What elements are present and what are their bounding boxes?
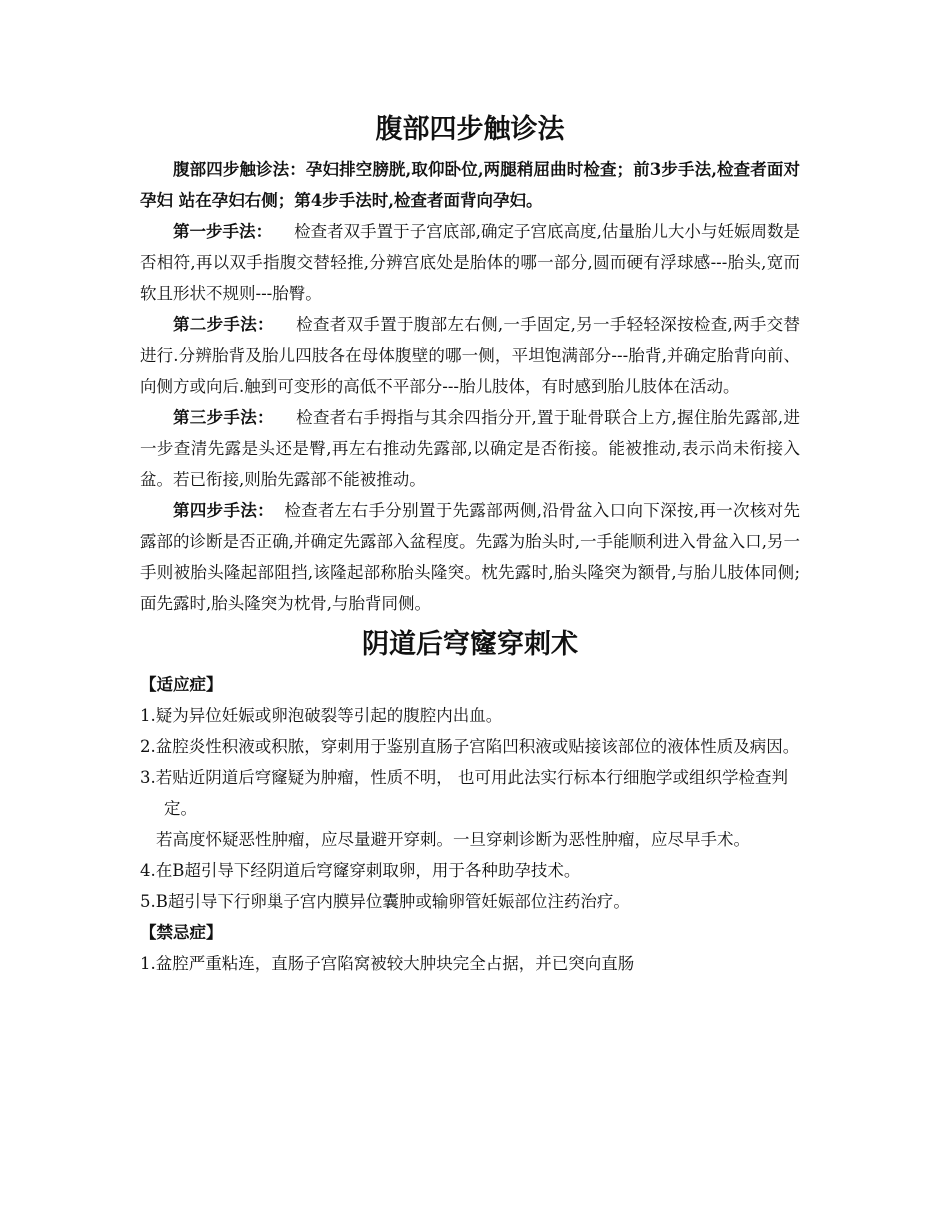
- step-1-label: 第一步手法：: [173, 222, 273, 241]
- indication-item-4: 4.在B超引导下经阴道后穹窿穿刺取卵，用于各种助孕技术。: [140, 861, 581, 880]
- indication-item-3: 3.若贴近阴道后穹窿疑为肿瘤，性质不明， 也可用此法实行标本行细胞学或组织学检查判定。: [140, 768, 788, 818]
- step-2-text: 检查者双手置于腹部左右侧,一手固定,另一手轻轻深按检查,两手交替进行.分辨胎背及胎儿四肢各在母体腹壁的哪一侧，平坦饱满部分---胎背,并确定胎背向前、向侧方或向后.触到可变形的高低不平部分---胎儿肢体，有时感到胎儿肢体在活动。: [140, 315, 800, 396]
- step-4-text: 检查者左右手分别置于先露部两侧,沿骨盆入口向下深按,再一次核对先露部的诊断是否正确,并确定先露部入盆程度。先露为胎头时,一手能顺利进入骨盆入口,另一手则被胎头隆起部阻挡,该隆起部称胎头隆突。枕先露时,胎头隆突为额骨,与胎儿肢体同侧;面先露时,胎头隆突为枕骨,与胎背同侧。: [140, 501, 801, 613]
- contraindications-heading: 【禁忌症】: [140, 923, 223, 942]
- step-4-paragraph: [140, 495, 800, 619]
- section-title-culdocentesis: 阴道后穹窿穿刺术: [362, 629, 578, 660]
- step-2-paragraph: [140, 309, 800, 402]
- document-page: [140, 110, 800, 979]
- step-2-label: 第二步手法：: [173, 315, 274, 334]
- step-1-paragraph: [140, 216, 800, 309]
- contraindication-item-1: 1.盆腔严重粘连，直肠子宫陷窝被较大肿块完全占据，并已突向直肠: [140, 954, 635, 973]
- indication-item-5: 5.B超引导下行卵巢子宫内膜异位囊肿或输卵管妊娠部位注药治疗。: [140, 892, 630, 911]
- step-4-label: 第四步手法：: [173, 501, 274, 520]
- step-3-label: 第三步手法：: [173, 408, 274, 427]
- step-1-text: 检查者双手置于子宫底部,确定子宫底高度,估量胎儿大小与妊娠周数是否相符,再以双手指腹交替轻推,分辨宫底处是胎体的哪一部分,圆而硬有浮球感---胎头,宽而软且形状不规则---胎臀。: [140, 222, 801, 303]
- indications-heading: 【适应症】: [140, 675, 223, 694]
- step-3-paragraph: [140, 402, 800, 495]
- indication-item-2: 2.盆腔炎性积液或积脓，穿刺用于鉴别直肠子宫陷凹积液或贴接该部位的液体性质及病因。: [140, 737, 800, 756]
- indication-note: 若高度怀疑恶性肿瘤，应尽量避开穿刺。一旦穿刺诊断为恶性肿瘤，应尽早手术。: [156, 830, 750, 849]
- section-title-abdominal-palpation: 腹部四步触诊法: [375, 114, 565, 145]
- step-3-text: 检查者右手拇指与其余四指分开,置于耻骨联合上方,握住胎先露部,进一步查清先露是头还是臀,再左右推动先露部,以确定是否衔接。能被推动,表示尚未衔接入盆。若已衔接,则胎先露部不能被推动。: [140, 408, 800, 489]
- indication-item-1: 1.疑为异位妊娠或卵泡破裂等引起的腹腔内出血。: [140, 706, 503, 725]
- intro-paragraph: 腹部四步触诊法：孕妇排空膀胱,取仰卧位,两腿稍屈曲时检查；前3步手法,检查者面对孕妇 站在孕妇右侧；第4步手法时,检查者面背向孕妇。: [140, 160, 800, 210]
